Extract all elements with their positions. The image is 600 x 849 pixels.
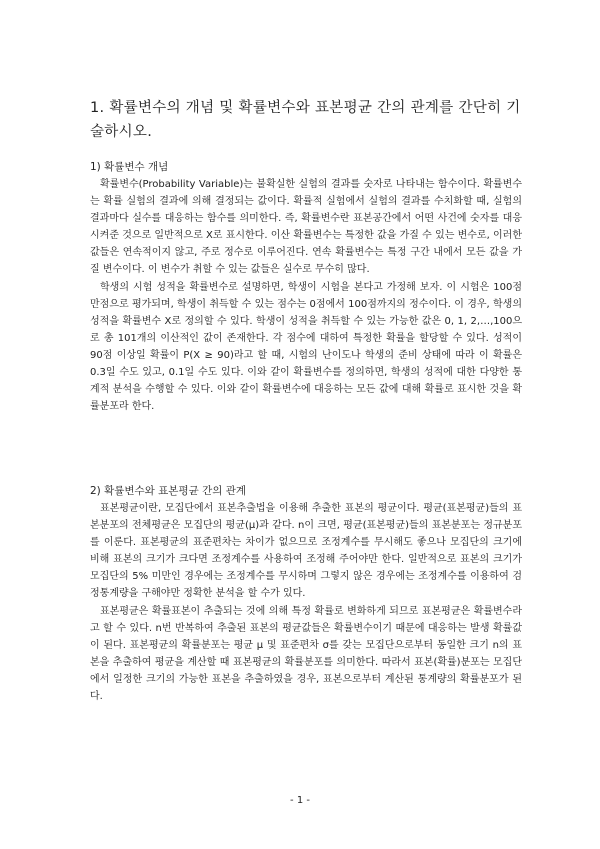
- paragraph: 표본평균이란, 모집단에서 표본추출법을 이용해 추출한 표본의 평균이다. 평균(표본평균)들의 표본분포의 전체평균은 모집단의 평균(μ)과 같다. n이 크면, 평균(표본평균)들의 표본분포는 정규분포를 이룬다. 표본평균의 표준편차는 차이가 없으므로 조정계수를 무시해도 좋으나 모집단의 크기에 비해 표본의 크기가 크다면 조정계수를 사용하여 조정해 주어야만 한다. 일반적으로 표본의 크기가 모집단의 5% 미만인 경우에는 조정계수를 무시하며 그렇지 않은 경우에는 조정계수를 이용하여 검정통계량을 구해야만 정확한 분석을 할 수가 있다.: [90, 503, 522, 600]
- question-title: 1. 확률변수의 개념 및 확률변수와 표본평균 간의 관계를 간단히 기술하시오.: [90, 100, 521, 140]
- section-body-sample-mean-relation: [90, 500, 522, 705]
- section-body-probability-variable: [90, 176, 522, 415]
- section-heading-probability-variable: 1) 확률변수 개념: [90, 161, 169, 173]
- page-number: - 1 -: [290, 795, 310, 806]
- paragraph: 확률변수(Probability Variable)는 불확실한 실험의 결과를 숫자로 나타내는 함수이다. 확률변수는 확률 실험의 결과에 의해 결정되는 값이다. 확률적 실험에서 실험의 결과를 수치화할 때, 실험의 결과마다 실수를 대응하는 함수를 의미한다. 즉, 확률변수란 표본공간에서 어떤 사건에 숫자를 대응시켜준 것으로 일반적으로 X로 표시한다. 이산 확률변수는 특정한 값을 가질 수 있는 변수로, 이러한 값들은 연속적이지 않고, 주로 정수로 이루어진다. 연속 확률변수는 특정 구간 내에서 모든 값을 가질 변수이다. 이 변수가 취할 수 있는 값들은 실수로 무수히 많다.: [90, 179, 522, 276]
- section-heading-sample-mean-relation: 2) 확률변수와 표본평균 간의 관계: [90, 485, 246, 497]
- paragraph: 표본평균은 확률표본이 추출되는 것에 의해 특정 확률로 변화하게 되므로 표본평균은 확률변수라고 할 수 있다. n번 반복하여 추출된 표본의 평균값들은 확률변수이기 때문에 대응하는 발생 확률값이 된다. 표본평균의 확률분포는 평균 μ 및 표준편차 σ를 갖는 모집단으로부터 동일한 크기 n의 표본을 추출하여 평균을 계산할 때 표본평균의 확률분포를 의미한다. 따라서 표본(확률)분포는 모집단에서 일정한 크기의 가능한 표본을 추출하였을 경우, 표본으로부터 계산된 통계량의 확률분포가 된다.: [90, 605, 522, 703]
- paragraph: 학생의 시험 성적을 확률변수로 설명하면, 학생이 시험을 본다고 가정해 보자. 이 시험은 100점 만점으로 평가되며, 학생이 취득할 수 있는 점수는 0점에서 100점까지의 정수이다. 이 경우, 학생의 성적을 확률변수 X로 정의할 수 있다. 학생이 성적을 취득할 수 있는 가능한 값은 0, 1, 2,…,100으로 총 101개의 이산적인 값이 존재한다. 각 점수에 대하여 특정한 확률을 할당할 수 있다. 성적이 90점 이상일 확률이 P(X ≥ 90)라고 할 때, 시험의 난이도나 학생의 준비 상태에 따라 이 확률은 0.3일 수도 있고, 0.1일 수도 있다. 이와 같이 확률변수를 정의하면, 학생의 성적에 대한 다양한 통계적 분석을 수행할 수 있다. 이와 같이 확률변수에 대응하는 모든 값에 대해 확률로 표시한 것을 확률분포라 한다.: [90, 281, 522, 413]
